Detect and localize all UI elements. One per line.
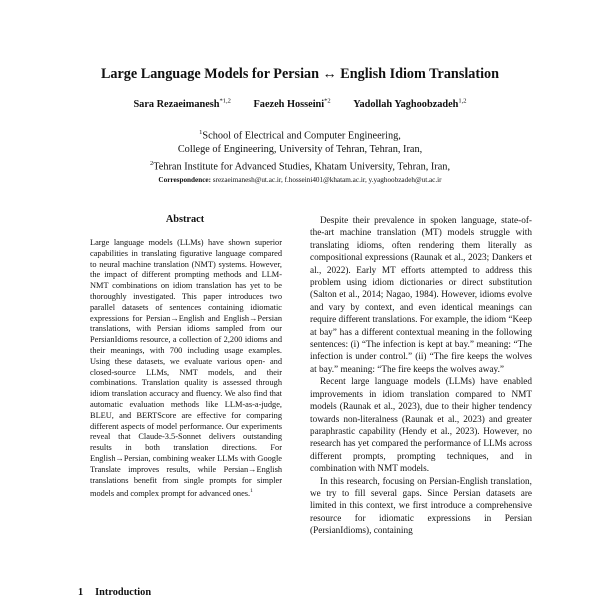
affiliation-text: School of Electrical and Computer Engineering, bbox=[202, 130, 401, 142]
intro-paragraph-3: In this research, focusing on Persian-English translation, we try to fill several gaps. Since Persian datasets are limited in this context, we first introduce a comprehensive resource for idiomatic expressions in Persian (PersianIdioms), containing bbox=[310, 476, 532, 537]
affiliation-mark: 2 bbox=[149, 159, 154, 167]
author-list bbox=[0, 98, 600, 110]
author-affil-mark: *2 bbox=[324, 98, 331, 105]
section-title: Introduction bbox=[95, 587, 152, 598]
author-1 bbox=[133, 99, 230, 110]
affiliation-1-line-1 bbox=[0, 126, 600, 143]
affiliations bbox=[0, 126, 600, 174]
author-name: Faezeh Hosseini bbox=[253, 99, 325, 111]
correspondence-emails: srezaeimanesh@ut.ac.ir, f.hosseini401@khatam.ac.ir, y.yaghoobzadeh@ut.ac.ir bbox=[212, 176, 442, 184]
affiliation-text: Tehran Institute for Advanced Studies, Khatam University, Tehran, Iran, bbox=[153, 161, 451, 173]
author-2 bbox=[254, 99, 331, 110]
paper-title: Large Language Models for Persian ↔ English Idiom Translation bbox=[100, 66, 500, 82]
affiliation-1-line-2: College of Engineering, University of Tehran, Tehran, Iran, bbox=[177, 144, 423, 156]
correspondence-label: Correspondence: bbox=[158, 176, 211, 184]
section-number: 1 bbox=[78, 587, 84, 598]
author-affil-mark: 1,2 bbox=[458, 98, 467, 105]
abstract-heading: Abstract bbox=[165, 214, 205, 225]
author-name: Sara Rezaeimanesh bbox=[133, 99, 220, 111]
author-name: Yadollah Yaghoobzadeh bbox=[353, 99, 459, 111]
affiliation-mark: 1 bbox=[199, 129, 203, 136]
author-affil-mark: *1,2 bbox=[219, 98, 231, 105]
correspondence bbox=[0, 176, 600, 184]
affiliation-2-line-1 bbox=[0, 157, 600, 174]
footnote-mark: 1 bbox=[250, 488, 253, 495]
abstract-body bbox=[90, 238, 282, 500]
intro-column bbox=[310, 215, 532, 538]
abstract-text: Large language models (LLMs) have shown superior capabilities in translating figurative language compared to neural machine translation (NMT) systems. However, the impact of different prompting methods and LLM-NMT combinations on idiom translation has yet to be thoroughly investigated. This paper introduces two parallel datasets of sentences containing idiomatic expressions for Persian→English and English→Persian translations, with Persian idioms sampled from our PersianIdioms resource, a collection of 2,200 idioms and their meanings, with 700 including usage examples. Using these datasets, we evaluate various open- and closed-source LLMs, NMT models, and their combinations. Translation quality is assessed through idiom translation accuracy and fluency. We also find that automatic evaluation methods like LLM-as-a-judge, BLEU, and BERTScore are effective for comparing different aspects of model performance. Our experiments reveal that Claude-3.5-Sonnet delivers outstanding results in both translation directions. For English→Persian, combining weaker LLMs with Google Translate improves results, while Persian→English translations benefit from single prompts for simpler models and complex prompt for advanced ones. bbox=[90, 238, 282, 499]
intro-paragraph-1: Despite their prevalence in spoken language, state-of-the-art machine translation (MT) models struggle with translating idioms, often rendering them literally as compositional expressions (Raunak et al., 2023; Dankers et al., 2022). Early MT efforts attempted to address this problem using idiom dictionaries or direct substitution (Salton et al., 2014; Nagao, 1984). However, idioms evolve and vary by context, and even identical meanings can require different translations. For example, the idiom “Keep at bay” has a different contextual meaning in the following sentences: (i) “The infection is kept at bay.” meaning: “The infection is under control.” (ii) “The fire keeps the wolves at bay.” meaning: “The fire keeps the wolves away.” bbox=[310, 216, 533, 375]
intro-paragraph-2: Recent large language models (LLMs) have enabled improvements in idiom translation compared to NMT models (Raunak et al., 2023), due to their higher tendency towards non-literalness (Raunak et al., 2023) and greater paraphrastic capability (Hendy et al., 2023). However, no research has yet compared the performance of LLMs across different prompts, prompting techniques, and in combination with NMT models. bbox=[310, 377, 532, 475]
author-3 bbox=[353, 99, 466, 110]
section-heading-introduction bbox=[78, 587, 151, 598]
